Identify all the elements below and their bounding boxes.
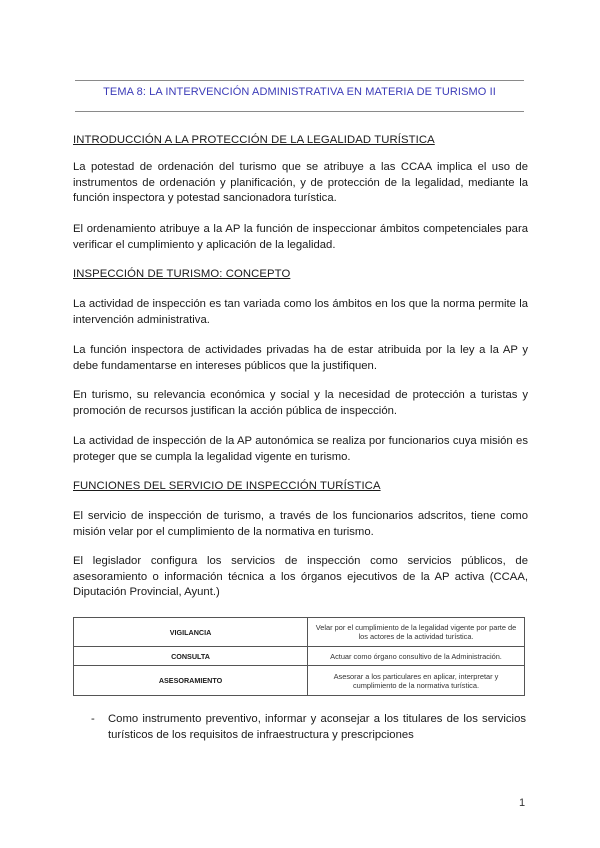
paragraph: El ordenamiento atribuye a la AP la función de inspeccionar ámbitos competenciales para verificar el cumplimiento y aplicación de la legalidad.	[73, 223, 528, 251]
document-title: TEMA 8: LA INTERVENCIÓN ADMINISTRATIVA EN MATERIA DE TURISMO II	[103, 86, 496, 98]
table-cell-value: Asesorar a los particulares en aplicar, interpretar y cumplimiento de la normativa turística.	[308, 666, 525, 696]
bullet-marker: -	[91, 713, 95, 725]
page-number: 1	[519, 797, 526, 809]
bullet-text: Como instrumento preventivo, informar y aconsejar a los titulares de los servicios turísticos de los requisitos de infraestructura y prescripciones	[108, 713, 526, 741]
table-cell-value: Actuar como órgano consultivo de la Administración.	[308, 647, 525, 666]
table-cell-key: VIGILANCIA	[74, 618, 308, 647]
section-heading-intro: INTRODUCCIÓN A LA PROTECCIÓN DE LA LEGALIDAD TURÍSTICA	[73, 134, 435, 146]
table-row	[74, 618, 525, 647]
paragraph: El legislador configura los servicios de inspección como servicios públicos, de asesoramiento o información técnica a los órganos ejecutivos de la AP activa (CCAA, Diputación Provincial, Ayunt.)	[73, 555, 528, 599]
paragraph: La actividad de inspección de la AP autonómica se realiza por funcionarios cuya misión es proteger que se cumpla la legalidad vigente en turismo.	[73, 435, 528, 463]
table-row	[74, 647, 525, 666]
section-heading-inspeccion: INSPECCIÓN DE TURISMO: CONCEPTO	[73, 268, 291, 280]
paragraph: El servicio de inspección de turismo, a través de los funcionarios adscritos, tiene como misión velar por el cumplimiento de la normativa en turismo.	[73, 510, 528, 538]
header-rule-top	[75, 80, 524, 81]
paragraph: La función inspectora de actividades privadas ha de estar atribuida por la ley a la AP y debe fundamentarse en intereses públicos que la justifiquen.	[73, 344, 528, 372]
table-cell-value: Velar por el cumplimiento de la legalidad vigente por parte de los actores de la actividad turística.	[308, 618, 525, 647]
header-rule-bottom	[75, 111, 524, 112]
paragraph: La actividad de inspección es tan variada como los ámbitos en los que la norma permite la intervención administrativa.	[73, 298, 528, 326]
table-cell-key: CONSULTA	[74, 647, 308, 666]
section-heading-funciones: FUNCIONES DEL SERVICIO DE INSPECCIÓN TURÍSTICA	[73, 480, 381, 492]
paragraph: La potestad de ordenación del turismo que se atribuye a las CCAA implica el uso de instrumentos de ordenación y planificación, y de protección de la legalidad, mediante la función inspectora y potestad sancionadora turística.	[73, 161, 528, 205]
table-cell-key: ASESORAMIENTO	[74, 666, 308, 696]
table-row	[74, 666, 525, 696]
functions-table	[73, 617, 525, 696]
paragraph: En turismo, su relevancia económica y social y la necesidad de protección a turistas y promoción de recursos justifican la acción pública de inspección.	[73, 389, 528, 417]
